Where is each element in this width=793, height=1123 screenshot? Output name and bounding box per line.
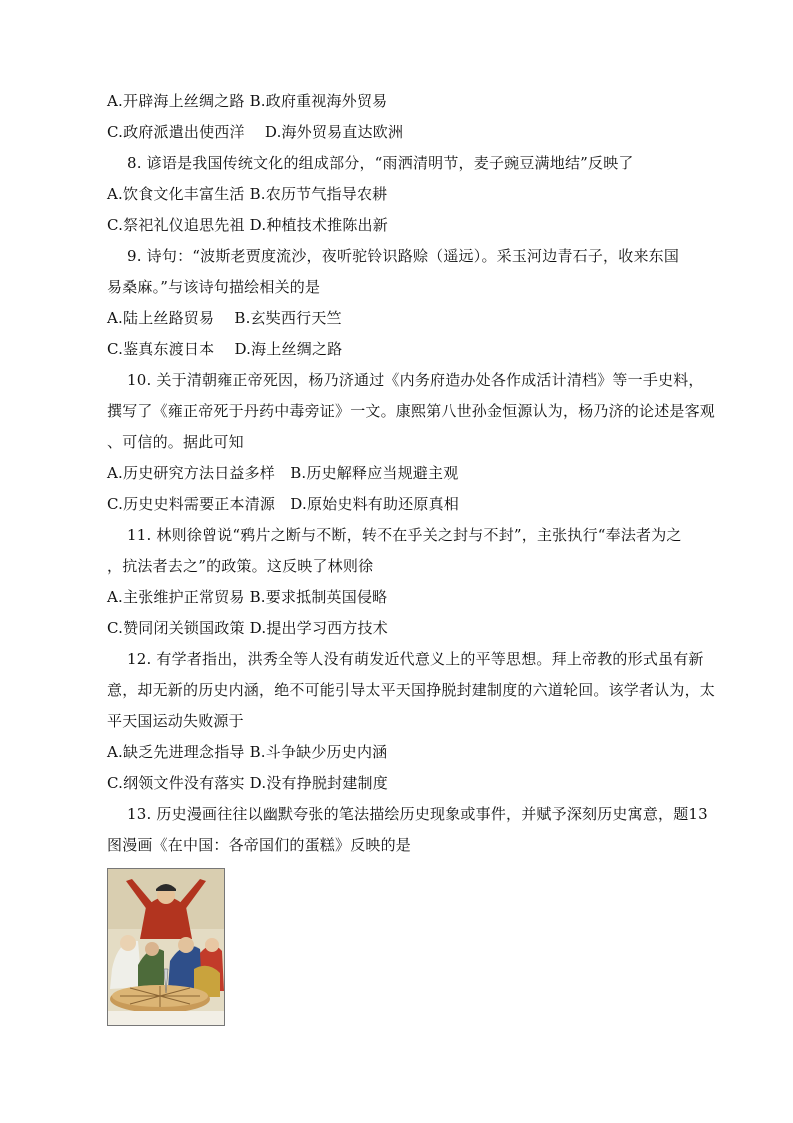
q7-option-cd: C.政府派遣出使西洋 D.海外贸易直达欧洲 (107, 123, 404, 141)
q10-stem: 10. 关于清朝雍正帝死因，杨乃济通过《内务府造办处各作成活计清档》等一手史料， (127, 371, 704, 389)
q10-stem-cont: 撰写了《雍正帝死于丹药中毒旁证》一文。康熙第八世孙金恒源认为，杨乃济的论述是客观 (107, 402, 716, 420)
cartoon-illustration (108, 869, 224, 1025)
q8-option-ab: A.饮食文化丰富生活 B.农历节气指导农耕 (107, 185, 388, 203)
q12-stem: 12. 有学者指出，洪秀全等人没有萌发近代意义上的平等思想。拜上帝教的形式虽有新 (127, 650, 704, 668)
q9-option-ab: A.陆上丝路贸易 B.玄奘西行天竺 (107, 309, 342, 327)
q11-option-ab: A.主张维护正常贸易 B.要求抵制英国侵略 (107, 588, 388, 606)
q11-stem: 11. 林则徐曾说“鸦片之断与不断，转不在乎关之封与不封”，主张执行“奉法者为之 (127, 526, 682, 544)
q9-stem-cont: 易桑麻。”与该诗句描绘相关的是 (107, 278, 321, 296)
q11-stem-cont: ，抗法者去之”的政策。这反映了林则徐 (107, 557, 374, 575)
q7-option-ab: A.开辟海上丝绸之路 B.政府重视海外贸易 (107, 92, 388, 110)
q11-option-cd: C.赞同闭关锁国政策 D.提出学习西方技术 (107, 619, 388, 637)
q9-stem: 9. 诗句：“波斯老贾度流沙，夜听驼铃识路赊（遥远）。采玉河边青石子，收来东国 (127, 247, 680, 265)
q12-stem-cont2: 平天国运动失败源于 (107, 712, 244, 730)
q13-stem: 13. 历史漫画往往以幽默夸张的笔法描绘历史现象或事件，并赋予深刻历史寓意，题13 (127, 805, 708, 823)
q10-option-cd: C.历史史料需要正本清源 D.原始史料有助还原真相 (107, 495, 459, 513)
q8-stem: 8. 谚语是我国传统文化的组成部分，“雨洒清明节，麦子豌豆满地结”反映了 (127, 154, 634, 172)
q10-stem-cont2: 、可信的。据此可知 (107, 433, 244, 451)
q9-option-cd: C.鉴真东渡日本 D.海上丝绸之路 (107, 340, 343, 358)
q13-stem-cont: 图漫画《在中国：各帝国们的蛋糕》反映的是 (107, 836, 412, 854)
q8-option-cd: C.祭祀礼仪追思先祖 D.种植技术推陈出新 (107, 216, 388, 234)
q13-cartoon-image (107, 868, 225, 1026)
q10-option-ab: A.历史研究方法日益多样 B.历史解释应当规避主观 (107, 464, 459, 482)
q12-stem-cont: 意，却无新的历史内涵，绝不可能引导太平天国挣脱封建制度的六道轮回。该学者认为，太 (107, 681, 716, 699)
q12-option-ab: A.缺乏先进理念指导 B.斗争缺少历史内涵 (107, 743, 388, 761)
q12-option-cd: C.纲领文件没有落实 D.没有挣脱封建制度 (107, 774, 388, 792)
